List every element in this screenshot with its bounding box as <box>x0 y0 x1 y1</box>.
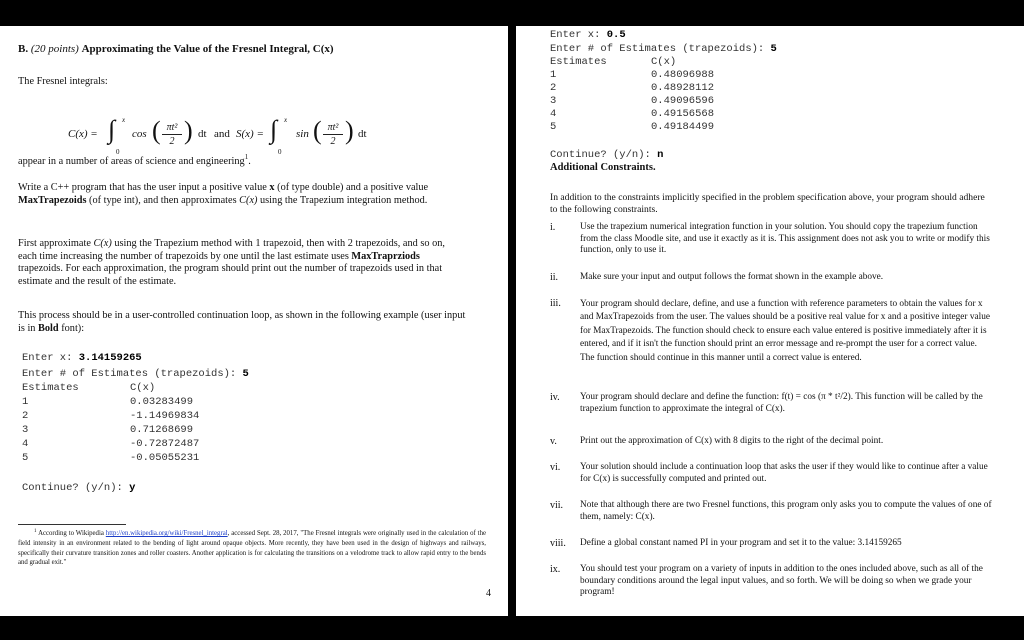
constraint-text: Print out the approximation of C(x) with 8 digits to the right of the decimal point. <box>580 436 884 446</box>
process-p2: font): <box>58 322 85 334</box>
example-output-2 <box>550 29 850 159</box>
constraint-number: viii. <box>550 538 566 549</box>
enter-n-label: Enter # of Estimates (trapezoids): <box>550 43 771 55</box>
footnote-text-2: , accessed Sept. 28, 2017, "The Fresnel integrals were originally used in the calculation of the field intensity in an environment related to the bending of light around opaque objects. More recently, they have been used in the design of highways and railways, specifically their curvature transition zones and roller coasters. Another application is for calculating the transitions on a velodrome track to allow rapid entry to the bends and gradual exit." <box>18 530 486 567</box>
numerator-s: πt² <box>327 122 339 133</box>
constraint-number: ix. <box>550 564 561 575</box>
fresnel-formula <box>60 112 367 162</box>
enter-x-label: Enter x: <box>22 352 79 364</box>
write-p4: using the Trapezium integration method. <box>257 194 428 206</box>
enter-n-label: Enter # of Estimates (trapezoids): <box>22 368 243 380</box>
enter-x-value: 3.14159265 <box>78 352 142 364</box>
enter-x-label: Enter x: <box>550 29 607 41</box>
continue-line <box>550 149 663 161</box>
row-n: 5 <box>550 121 557 133</box>
constraint-text: Note that although there are two Fresnel functions, this program only asks you to compute the values of one of them, namely: C(x). <box>580 500 992 522</box>
first-paragraph <box>18 238 458 288</box>
enter-n-line <box>22 368 249 380</box>
enter-x-line <box>550 29 626 41</box>
fraction-bar-c <box>162 134 182 135</box>
appear-text: appear in a number of areas of science and engineering$^1$. <box>18 153 251 167</box>
constraint-number: v. <box>550 436 557 447</box>
row-value: 0.71268699 <box>130 424 194 436</box>
row-n: 4 <box>550 108 557 120</box>
page-number: 4 <box>486 588 491 599</box>
section-points: (20 points) <box>30 43 79 55</box>
upper-limit-c: x <box>122 116 126 124</box>
row-value: 0.03283499 <box>130 396 194 408</box>
enter-x-value: 0.5 <box>606 29 626 41</box>
row-value: 0.49184499 <box>651 121 715 133</box>
section-title: Approximating the Value of the Fresnel Integral, C(x) <box>81 43 334 55</box>
fraction-bar-s <box>323 134 343 135</box>
lower-limit-s: 0 <box>278 148 282 156</box>
row-value: 0.48096988 <box>651 69 715 81</box>
row-n: 2 <box>22 410 29 422</box>
continue-label: Continue? (y/n): <box>550 149 658 161</box>
col-header-estimates: Estimates <box>550 56 607 68</box>
integral-sign-s: ∫ <box>270 115 278 144</box>
row-value: 0.49156568 <box>651 108 715 120</box>
left-page <box>0 26 508 616</box>
sin-label: sin <box>296 128 309 140</box>
dt-c: dt <box>198 128 207 140</box>
write-x: x <box>269 182 275 193</box>
row-n: 5 <box>22 452 29 464</box>
row-n: 2 <box>550 82 557 94</box>
row-value: 0.49096596 <box>651 95 715 107</box>
constraint-text: Make sure your input and output follows the format shown in the example above. <box>580 272 884 282</box>
constraint-text: Your program should declare and define the function: f(t) = cos (π * t²/2). This function will be called by the trapezium function to approximate the integral of C(x). <box>580 392 983 414</box>
paren-close-c: ) <box>184 116 193 145</box>
row-n: 4 <box>22 438 29 450</box>
c-lhs: C(x) = <box>68 128 98 140</box>
dt-s: dt <box>358 128 367 140</box>
footnote-text-1: According to Wikipedia <box>38 530 106 537</box>
constraint-number: ii. <box>550 272 559 283</box>
footnote-divider <box>18 524 126 525</box>
row-n: 3 <box>22 424 29 436</box>
constraint-number: vi. <box>550 462 561 473</box>
continue-value: n <box>657 149 664 161</box>
enter-n-line <box>550 43 777 55</box>
paren-open-c: ( <box>152 116 161 145</box>
write-cx: C(x) <box>239 194 258 206</box>
write-p1: Write a C++ program that has the user input a positive value <box>18 182 270 193</box>
footnote-ref: 1 <box>244 153 249 161</box>
example-output-1 <box>22 352 322 502</box>
section-heading <box>18 43 334 55</box>
paren-open-s: ( <box>313 116 322 145</box>
enter-n-value: 5 <box>770 43 777 55</box>
write-p2: (of type double) and a positive value <box>274 182 429 193</box>
row-n: 3 <box>550 95 557 107</box>
and-word: and <box>214 128 230 140</box>
constraint-number: i. <box>550 222 556 233</box>
paren-close-s: ) <box>345 116 354 145</box>
section-label: B. <box>18 43 29 55</box>
enter-x-line <box>22 352 142 364</box>
constraints-intro: In addition to the constraints implicitly specified in the problem specification above, your program should adhere to the following constraints. <box>550 192 985 215</box>
row-value: 0.48928112 <box>651 82 715 94</box>
fraction-s <box>323 122 343 147</box>
numerator-c: πt² <box>166 122 178 133</box>
cos-label: cos <box>132 128 147 140</box>
first-p2: using the Trapezium method with 1 trapezoid, then with 2 trapezoids, and so on, each time increasing the number of trapezoids by one until the last estimate uses <box>18 238 445 262</box>
integral-sign-c: ∫ <box>108 115 116 144</box>
constraint-number: vii. <box>550 500 564 511</box>
row-value: -0.72872487 <box>130 438 200 450</box>
write-maxtrap: MaxTrapezoids <box>18 194 87 206</box>
process-paragraph <box>18 310 468 335</box>
constraint-text: Your program should declare, define, and use a function with reference parameters to obtain the values for x and MaxTrapezoids from the user. The values should be a positive real value for x and a positive integer value for MaxTrapezoids. The function should check to ensure each value entered is positive immediately after it is entered, and if it isn't the function should print an error message and re-prompt the user for a correct value. The function should continue in this manner until a correct value is entered. <box>580 299 990 363</box>
row-n: 1 <box>22 396 29 408</box>
continue-value: y <box>129 482 136 494</box>
s-lhs: S(x) = <box>236 128 264 140</box>
continue-label: Continue? (y/n): <box>22 482 130 494</box>
upper-limit-s: x <box>284 116 288 124</box>
right-page <box>516 26 1024 616</box>
lower-limit-c: 0 <box>116 148 120 156</box>
first-p1: First approximate <box>18 238 94 249</box>
constraint-text: Define a global constant named PI in your program and set it to the value: 3.14159265 <box>580 538 902 548</box>
footnote-link[interactable]: http://en.wikipedia.org/wiki/Fresnel_integral <box>105 530 228 537</box>
process-p1: This process should be in a user-controlled continuation loop, as shown in the following example (user input is in <box>18 310 466 334</box>
col-header-cx: C(x) <box>130 382 156 394</box>
footnote-mark: 1 <box>34 529 37 534</box>
appear-sentence: appear in a number of areas of science and engineering <box>18 156 245 167</box>
row-value: -1.14969834 <box>130 410 200 422</box>
first-maxtrap: MaxTraprziods <box>351 250 420 262</box>
col-header-estimates: Estimates <box>22 382 79 394</box>
first-p3: trapezoids. For each approximation, the program should print out the number of trapezoids used in that estimate and the result of the estimate. <box>18 263 443 287</box>
denominator-s: 2 <box>330 136 336 147</box>
first-cx: C(x) <box>93 238 112 249</box>
constraint-number: iv. <box>550 392 560 403</box>
constraint-text: You should test your program on a variety of inputs in addition to the ones included above, such as all of the boundary conditions around the legal input values, and so forth. We will be doing so when we grade your program! <box>580 564 983 598</box>
constraint-text: Your solution should include a continuation loop that asks the user if they would like to continue after a value for C(x) is successfully computed and printed out. <box>580 462 988 484</box>
enter-n-value: 5 <box>242 368 249 380</box>
constraints-title: Additional Constraints. <box>550 162 656 173</box>
fraction-c <box>162 122 182 147</box>
fresnel-intro: The Fresnel integrals: <box>18 76 108 87</box>
write-paragraph <box>18 182 458 207</box>
row-value: -0.05055231 <box>130 452 200 464</box>
continue-line <box>22 482 135 494</box>
footnote <box>18 529 486 568</box>
row-n: 1 <box>550 69 557 81</box>
col-header-cx: C(x) <box>651 56 677 68</box>
denominator-c: 2 <box>169 136 175 147</box>
constraint-text: Use the trapezium numerical integration function in your solution. You should copy the trapezium function from the class Moodle site, and use it exactly as it is. This assignment does not ask you to write or modify this function, only to use it. <box>580 222 990 256</box>
write-p3: (of type int), and then approximates <box>86 194 240 206</box>
process-bold: Bold <box>38 322 59 334</box>
constraint-number: iii. <box>550 298 561 309</box>
